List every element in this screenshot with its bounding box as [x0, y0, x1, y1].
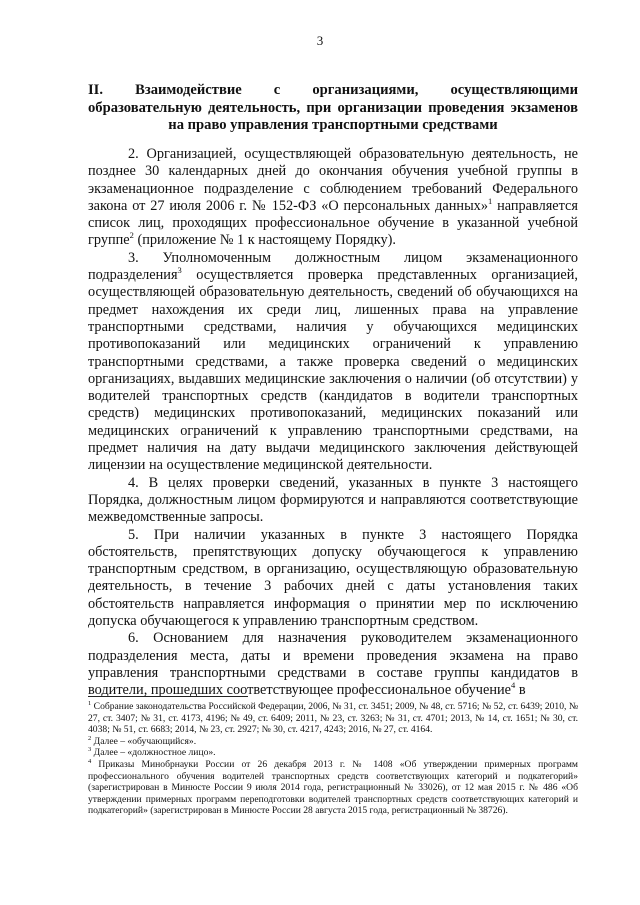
footnote-mark-4: 4: [88, 757, 92, 765]
section-title: II. Взаимодействие с организациями, осуществляющими образовательную деятельность, при организации проведения экзаменов на право управления транспортными средствами: [88, 82, 578, 133]
paragraph-3: [88, 250, 578, 475]
paragraph-2-text-b: направляется список лиц, проходящих профессиональное обучение в указанной учебной группе: [88, 197, 578, 249]
footnote-text-4: Приказы Минобрнауки России от 26 декабря 2013 г. № 1408 «Об утверждении примерных программ профессионального обучения водителей транспортных средств соответствующих категорий и подкатегорий» (зарегистрирован в Минюсте России 9 июля 2014 года, регистрационный № 33026), от 12 мая 2015 г. № 486 «Об утверждении примерных программ переподготовки водителей транспортных средств соответствующих категорий и подкатегорий» (зарегистрирован в Минюсте России 28 августа 2015 года, регистрационный № 38726).: [88, 758, 578, 817]
footnote-separator: [88, 696, 248, 697]
footnote-ref-1: 1: [487, 196, 493, 207]
paragraph-6-text-b: в: [515, 682, 526, 699]
paragraph-3-text-b: осуществляется проверка представленных организацией, осуществляющей образовательную деятельность, сведений об обучающихся на предмет нахождения их среди лиц, лишенных права на управление транспортными средствами, наличия у обучающихся медицинских противопоказаний или медицинских ограничений к управлению транспортными средствами, а также проверка сведений о медицинских организациях, выдавших медицинские заключения о наличии (об отсутствии) у водителей транспортных средств (кандидатов в водители транспортных средств) медицинских противопоказаний, медицинских показаний или медицинских ограничений к управлению транспортными средствами, на предмет наличия на дату выдачи медицинского заключения действующей лицензии на осуществление медицинской деятельности.: [88, 267, 578, 474]
paragraph-2: [88, 146, 578, 250]
footnote-ref-4: 4: [511, 680, 516, 691]
footnote-2: [88, 736, 578, 748]
footnote-text-2: Далее – «обучающийся».: [91, 735, 197, 747]
footnote-3: [88, 747, 578, 759]
footnote-4: [88, 759, 578, 817]
footnote-text-1: Собрание законодательства Российской Федерации, 2006, № 31, ст. 3451; 2009, № 48, ст. 5716; № 52, ст. 6439; 2010, № 27, ст. 3407; № 31, ст. 4173, 4196; № 49, ст. 6409; 2011, № 23, ст. 3263; № 31, ст. 4701; 2013, № 14, ст. 1651; № 30, ст. 4038; № 51, ст. 6683; 2014, № 23, ст. 2927; № 30, ст. 4217, 4243; 2016, № 27, ст. 4164.: [88, 701, 578, 736]
footnote-ref-3: 3: [177, 265, 182, 276]
paragraph-6: [88, 630, 578, 699]
page-number: 3: [316, 33, 324, 48]
footnote-mark-1: 1: [88, 699, 92, 707]
paragraph-2-text-a: 2. Организацией, осуществляющей образовательную деятельность, не позднее 30 календарных дней до окончания обучения учебной группы в экзаменационное подразделение с соблюдением требований Федерального закона от 27 июля 2006 г. № 152-ФЗ «О персональных данных»: [88, 146, 578, 214]
footnote-text-3: Далее – «должностное лицо».: [91, 747, 216, 759]
document-body: [88, 146, 578, 700]
paragraph-6-text-a: 6. Основанием для назначения руководителем экзаменационного подразделения места, даты и времени проведения экзамена на право управления транспортными средствами в составе группы кандидатов в водители, прошедших соответствующее профессиональное обучение: [88, 630, 578, 699]
footnotes: [88, 701, 578, 817]
paragraph-3-text-a: 3. Уполномоченным должностным лицом экзаменационного подразделения: [88, 249, 578, 284]
footnote-mark-3: 3: [88, 746, 92, 754]
paragraph-4: 4. В целях проверки сведений, указанных в пункте 3 настоящего Порядка, должностным лицом формируются и направляются соответствующие межведомственные запросы.: [88, 474, 578, 526]
footnote-1: [88, 701, 578, 736]
paragraph-2-text-c: (приложение № 1 к настоящему Порядку).: [133, 232, 396, 249]
footnote-mark-2: 2: [88, 734, 92, 742]
footnote-ref-2: 2: [129, 230, 134, 241]
paragraph-5: 5. При наличии указанных в пункте 3 настоящего Порядка обстоятельств, препятствующих допуску обучающегося к управлению транспортным средством, в организацию, осуществляющую образовательную деятельность, в течение 3 рабочих дней с даты установления таких обстоятельств направляется информация о принятии мер по исключению допуска обучающегося к управлению транспортным средством.: [88, 526, 578, 630]
